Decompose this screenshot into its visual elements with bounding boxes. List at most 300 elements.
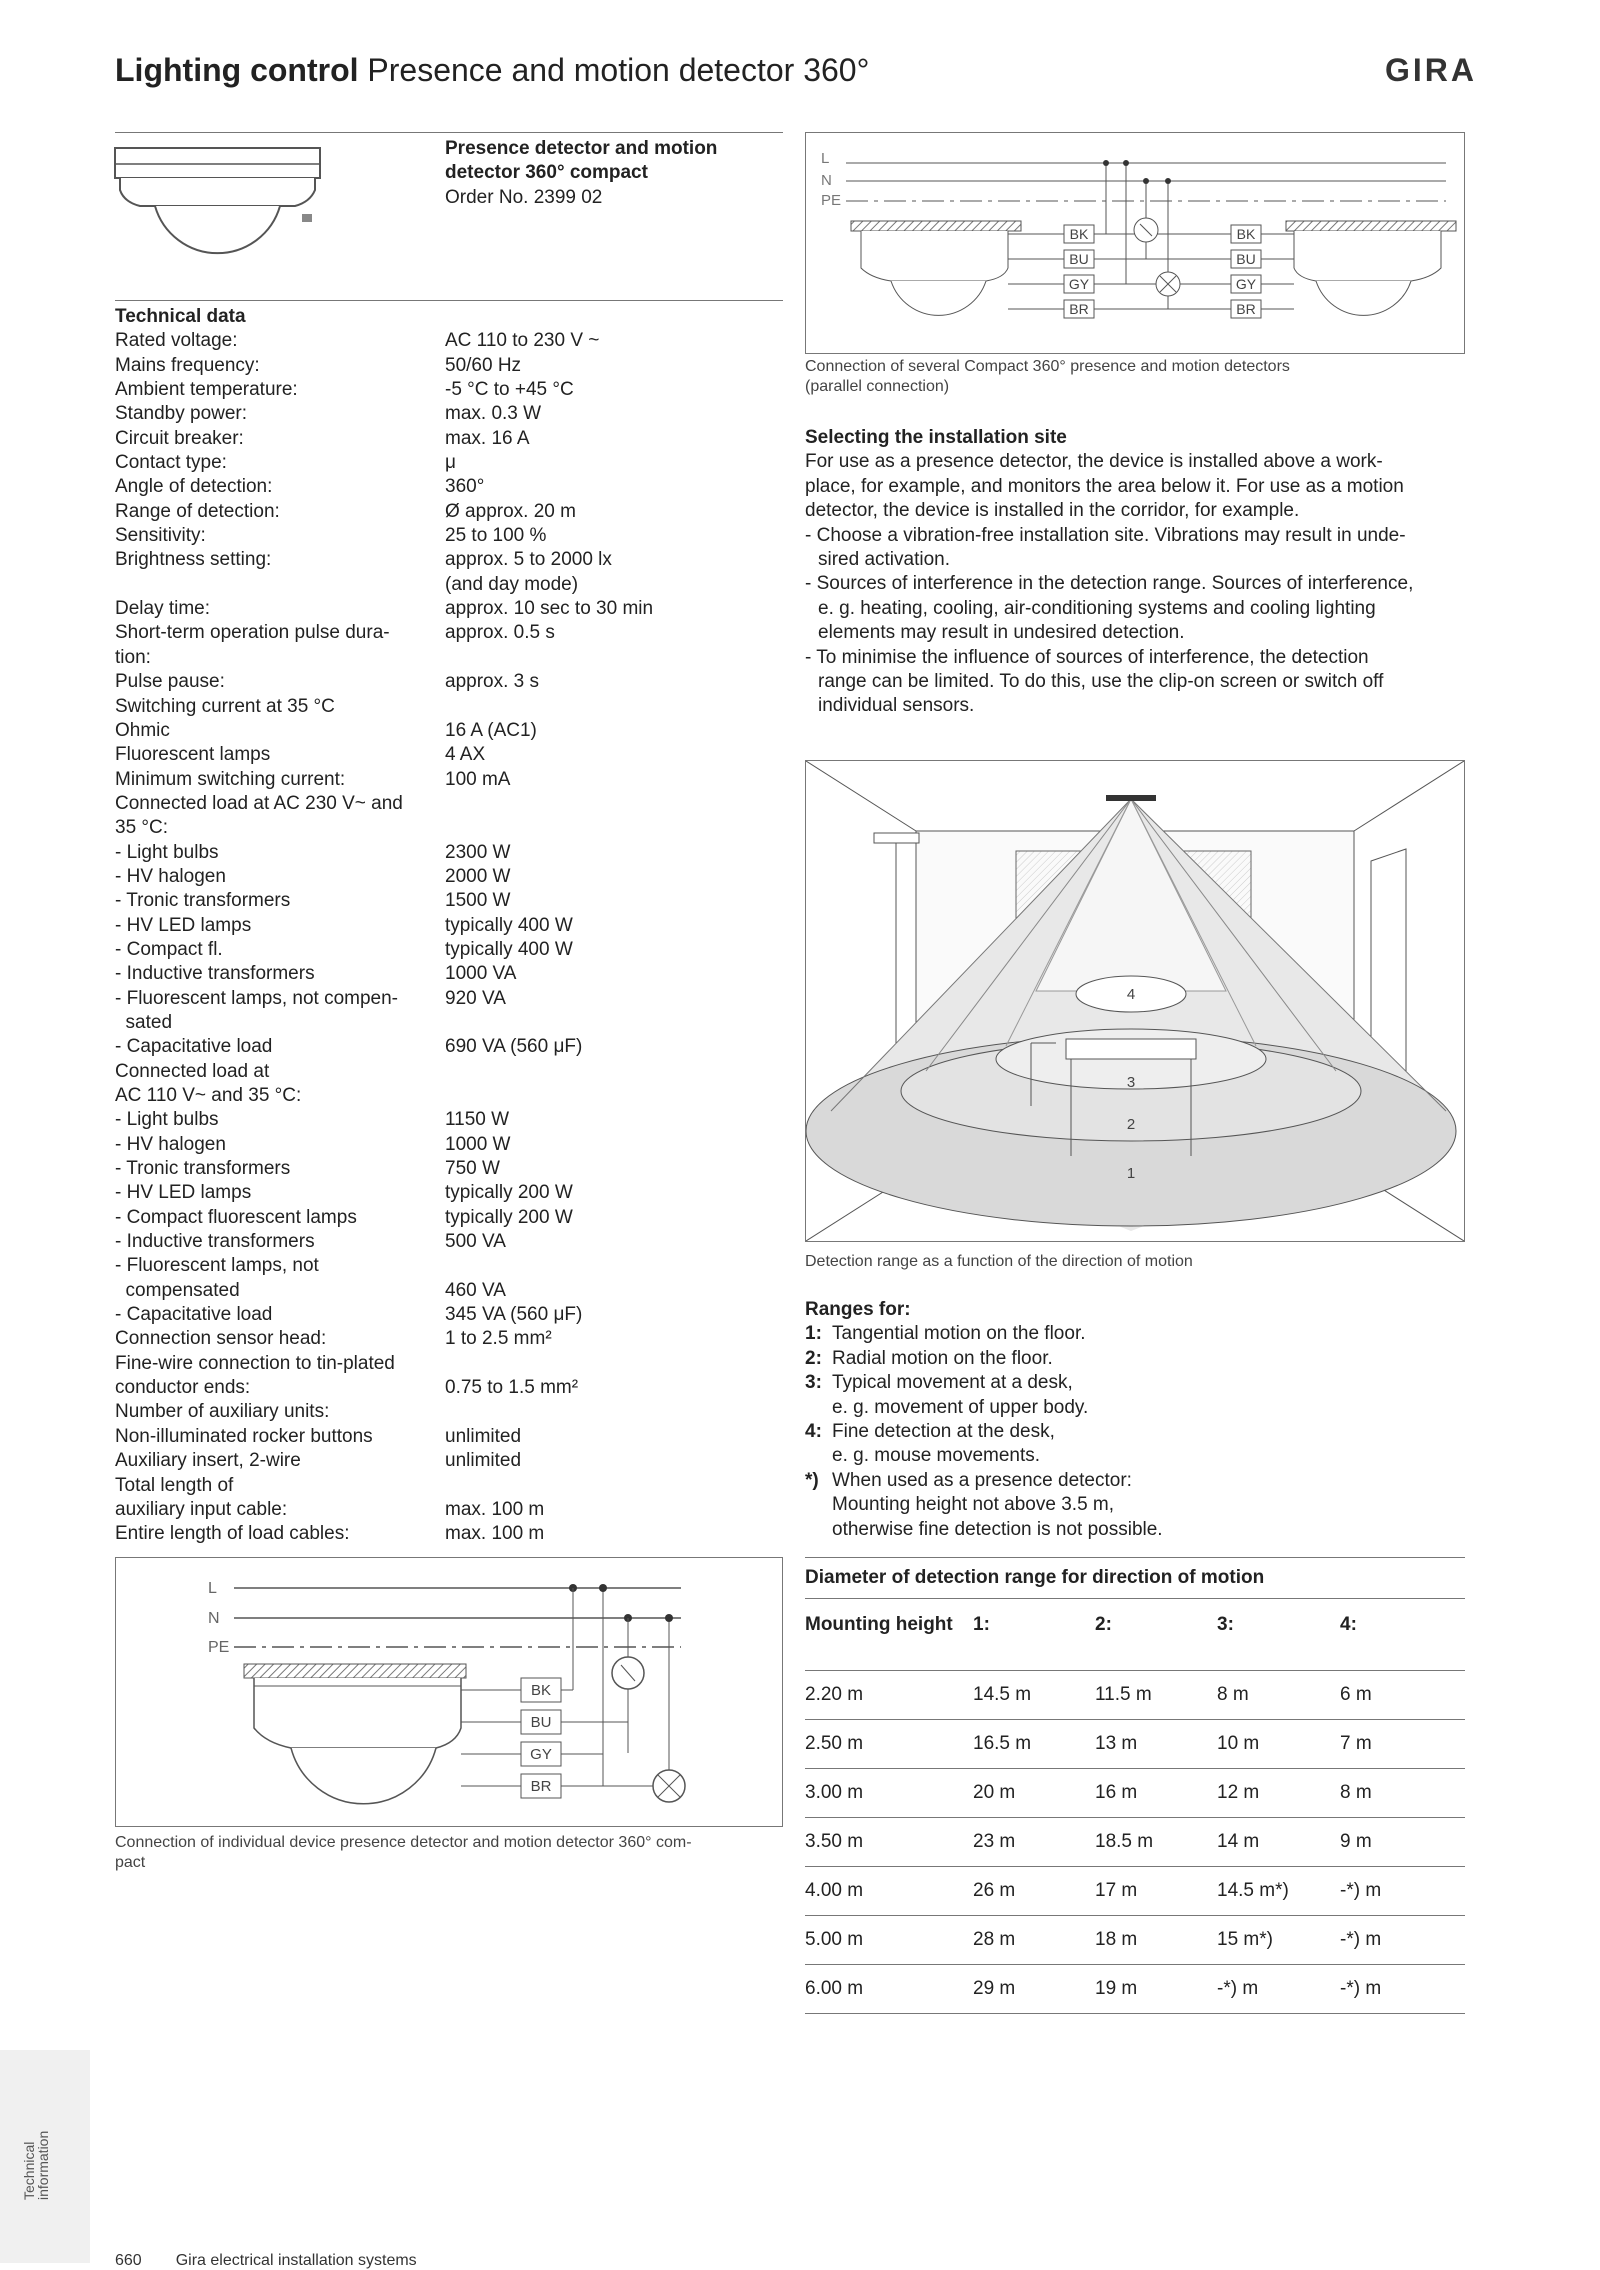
spec-key: Connected load at xyxy=(115,1060,270,1082)
svg-text:BR: BR xyxy=(530,1778,552,1795)
spec-value: approx. 3 s xyxy=(445,671,539,693)
spec-value: 4 AX xyxy=(445,744,486,766)
parallel-caption-line2: (parallel connection) xyxy=(805,378,950,395)
detection-range-box xyxy=(805,760,1465,1242)
spec-key: - Inductive transformers xyxy=(115,963,315,985)
spec-key: Mains frequency: xyxy=(115,354,260,376)
table-cell: 19 m xyxy=(1095,1978,1138,1999)
spec-row xyxy=(115,451,735,475)
spec-row xyxy=(115,1011,735,1035)
spec-row xyxy=(115,889,735,913)
table-cell: 6.00 m xyxy=(805,1978,864,1999)
spec-value: 690 VA (560 μF) xyxy=(445,1036,583,1058)
range-number: *) xyxy=(805,1469,819,1491)
table-header-cell: 4: xyxy=(1340,1614,1357,1635)
title-rest: Presence and motion detector 360° xyxy=(358,52,870,88)
site-line: detector, the device is installed in the corridor, for example. xyxy=(805,500,1300,522)
spec-key: Rated voltage: xyxy=(115,330,238,352)
table-row xyxy=(805,1769,1465,1818)
spec-key: 35 °C: xyxy=(115,817,169,839)
table-cell: 2.20 m xyxy=(805,1684,864,1705)
table-row xyxy=(805,1867,1465,1916)
spec-key: Ambient temperature: xyxy=(115,379,298,401)
range-line: Typical movement at a desk, xyxy=(832,1372,1073,1394)
range-item xyxy=(805,1469,1485,1542)
table-cell: 6 m xyxy=(1340,1684,1372,1705)
spec-row xyxy=(115,1400,735,1424)
table-header-cell: 2: xyxy=(1095,1614,1112,1635)
spec-key: Pulse pause: xyxy=(115,671,225,693)
order-number: Order No. 2399 02 xyxy=(445,187,603,208)
spec-key: - Tronic transformers xyxy=(115,1158,291,1180)
spec-key: Connected load at AC 230 V~ and xyxy=(115,792,403,814)
range-item xyxy=(805,1420,1485,1469)
table-header-row xyxy=(805,1599,1465,1671)
spec-row xyxy=(115,1303,735,1327)
spec-row xyxy=(115,621,735,645)
spec-row xyxy=(115,1522,735,1546)
spec-row xyxy=(115,768,735,792)
table-cell: 14.5 m xyxy=(973,1684,1032,1705)
table-cell: 15 m*) xyxy=(1217,1929,1273,1950)
svg-text:BK: BK xyxy=(530,1682,552,1699)
spec-row xyxy=(115,1449,735,1473)
table-cell: 12 m xyxy=(1217,1782,1260,1803)
spec-key: - Compact fluorescent lamps xyxy=(115,1206,357,1228)
table-cell: -*) m xyxy=(1217,1978,1259,1999)
spec-value: 25 to 100 % xyxy=(445,525,547,547)
svg-text:BK: BK xyxy=(1069,226,1089,242)
sidebar-label xyxy=(22,2131,50,2200)
spec-value: AC 110 to 230 V ~ xyxy=(445,330,600,352)
spec-key: Brightness setting: xyxy=(115,549,272,571)
spec-key: Delay time: xyxy=(115,598,211,620)
spec-key: Sensitivity: xyxy=(115,525,206,547)
spec-row xyxy=(115,1327,735,1351)
sidebar-label-line2: information xyxy=(35,2130,51,2200)
spec-key: - HV LED lamps xyxy=(115,914,252,936)
svg-text:BU: BU xyxy=(530,1714,552,1731)
spec-key: Range of detection: xyxy=(115,500,280,522)
table-cell: -*) m xyxy=(1340,1978,1382,1999)
spec-value: typically 200 W xyxy=(445,1182,573,1204)
spec-row xyxy=(115,1206,735,1230)
site-heading: Selecting the installation site xyxy=(805,427,1067,448)
range-number: 1: xyxy=(805,1323,822,1345)
spec-key: compensated xyxy=(115,1279,240,1301)
table-row xyxy=(805,1965,1465,2014)
svg-text:BU: BU xyxy=(1236,251,1256,267)
spec-row xyxy=(115,743,735,767)
site-bullet xyxy=(805,646,1475,719)
table-cell: 17 m xyxy=(1095,1880,1138,1901)
spec-key: Angle of detection: xyxy=(115,476,273,498)
spec-value: 2300 W xyxy=(445,841,511,863)
spec-row xyxy=(115,914,735,938)
table-row xyxy=(805,1916,1465,1965)
table-title: Diameter of detection range for direction of motion xyxy=(805,1557,1465,1599)
site-line: place, for example, and monitors the area below it. For use as a motion xyxy=(805,475,1404,497)
svg-text:BR: BR xyxy=(1236,301,1256,317)
spec-row xyxy=(115,548,735,572)
spec-key: Technical data xyxy=(115,306,246,327)
product-name-line1: Presence detector and motion xyxy=(445,138,718,159)
range-text xyxy=(832,1371,1088,1420)
spec-key: Connection sensor head: xyxy=(115,1328,327,1350)
parallel-wiring-diagram xyxy=(806,133,1464,353)
spec-value: approx. 10 sec to 30 min xyxy=(445,598,654,620)
range-line: Mounting height not above 3.5 m, xyxy=(832,1494,1115,1516)
spec-value xyxy=(445,1084,735,1108)
site-bullet-line: - Sources of interference in the detection range. Sources of interference, xyxy=(805,573,1414,595)
spec-value: 920 VA xyxy=(445,987,506,1009)
individual-wiring-diagram xyxy=(116,1558,782,1826)
individual-caption-line2: pact xyxy=(115,1854,146,1871)
table-cell: 8 m xyxy=(1340,1782,1372,1803)
spec-value: unlimited xyxy=(445,1425,522,1447)
spec-key: - Capacitative load xyxy=(115,1304,273,1326)
spec-row xyxy=(115,695,735,719)
spec-row xyxy=(115,378,735,402)
spec-value xyxy=(445,305,735,329)
detection-range-diagram xyxy=(806,761,1464,1241)
spec-row xyxy=(115,402,735,426)
site-bullet-line: range can be limited. To do this, use the clip-on screen or switch off xyxy=(818,671,1384,693)
ranges-section xyxy=(805,1298,1485,1542)
spec-row xyxy=(115,1474,735,1498)
spec-row xyxy=(115,1230,735,1254)
zone-3: 3 xyxy=(1126,1074,1136,1091)
table-cell: 16.5 m xyxy=(973,1733,1032,1754)
table-cell: 4.00 m xyxy=(805,1880,864,1901)
spec-row xyxy=(115,427,735,451)
table-cell: 18 m xyxy=(1095,1929,1138,1950)
spec-value: 2000 W xyxy=(445,865,511,887)
spec-row xyxy=(115,1254,735,1278)
spec-value xyxy=(445,1474,735,1498)
table-cell: 3.00 m xyxy=(805,1782,864,1803)
parallel-terminals-left xyxy=(1064,225,1094,318)
spec-top-rule xyxy=(115,300,783,301)
parallel-caption xyxy=(805,357,1290,397)
spec-row xyxy=(115,500,735,524)
svg-text:GY: GY xyxy=(530,1746,552,1763)
product-name xyxy=(445,137,717,186)
table-header-cell: Mounting height xyxy=(805,1614,953,1635)
spec-value: max. 100 m xyxy=(445,1498,545,1520)
spec-row xyxy=(115,962,735,986)
table-cell: 23 m xyxy=(973,1831,1016,1852)
zone-1: 1 xyxy=(1126,1165,1136,1182)
spec-value xyxy=(445,1060,735,1084)
table-header-cell: 3: xyxy=(1217,1614,1234,1635)
range-item xyxy=(805,1347,1485,1371)
spec-value: unlimited xyxy=(445,1450,522,1472)
spec-value: 360° xyxy=(445,476,485,498)
spec-key: Circuit breaker: xyxy=(115,427,244,449)
spec-row xyxy=(115,1084,735,1108)
spec-value: 1500 W xyxy=(445,890,511,912)
spec-value xyxy=(445,1011,735,1035)
range-text xyxy=(832,1469,1163,1542)
site-bullet xyxy=(805,524,1475,573)
spec-value xyxy=(445,816,735,840)
site-bullet-line: sired activation. xyxy=(818,549,951,571)
spec-value: μ xyxy=(445,452,456,474)
spec-key: Standby power: xyxy=(115,403,248,425)
spec-row xyxy=(115,938,735,962)
table-row xyxy=(805,1671,1465,1720)
spec-key: - Fluorescent lamps, not xyxy=(115,1255,319,1277)
table-cell: 14.5 m*) xyxy=(1217,1880,1289,1901)
spec-row xyxy=(115,816,735,840)
table-cell: 26 m xyxy=(973,1880,1016,1901)
spec-row xyxy=(115,305,735,329)
svg-text:GY: GY xyxy=(1068,276,1090,292)
product-top-rule xyxy=(115,132,783,133)
range-number: 4: xyxy=(805,1421,822,1443)
spec-list xyxy=(115,305,735,1547)
site-bullet-line: e. g. heating, cooling, air-conditioning systems and cooling lighting xyxy=(818,597,1376,619)
spec-key: - Inductive transformers xyxy=(115,1231,315,1253)
spec-row xyxy=(115,597,735,621)
spec-row xyxy=(115,1035,735,1059)
spec-key: - Fluorescent lamps, not compen- xyxy=(115,987,399,1009)
brand-logo: GIRA xyxy=(1385,52,1477,88)
site-bullet xyxy=(805,572,1475,645)
footer-text: Gira electrical installation systems xyxy=(175,2252,417,2269)
detection-caption: Detection range as a function of the direction of motion xyxy=(805,1253,1193,1270)
range-line: Tangential motion on the floor. xyxy=(832,1323,1086,1345)
spec-value: -5 °C to +45 °C xyxy=(445,379,574,401)
spec-value: approx. 5 to 2000 lx xyxy=(445,549,612,571)
table-cell: 13 m xyxy=(1095,1733,1138,1754)
spec-key: Fine-wire connection to tin-plated xyxy=(115,1352,395,1374)
spec-key: - HV halogen xyxy=(115,1133,226,1155)
spec-row xyxy=(115,1060,735,1084)
site-bullet-line: - To minimise the influence of sources of interference, the detection xyxy=(805,646,1369,668)
detector-drawing xyxy=(110,140,330,290)
spec-key: Fluorescent lamps xyxy=(115,744,271,766)
spec-value xyxy=(445,695,735,719)
wire-label-n: N xyxy=(208,1610,220,1627)
table-cell: 16 m xyxy=(1095,1782,1138,1803)
spec-value: max. 0.3 W xyxy=(445,403,542,425)
spec-row xyxy=(115,719,735,743)
table-cell: 3.50 m xyxy=(805,1831,864,1852)
range-line: e. g. movement of upper body. xyxy=(832,1396,1089,1418)
zone-4: 4 xyxy=(1126,986,1136,1003)
spec-value: 0.75 to 1.5 mm² xyxy=(445,1377,579,1399)
spec-value: 345 VA (560 μF) xyxy=(445,1304,583,1326)
spec-key: Switching current at 35 °C xyxy=(115,695,335,717)
spec-value: (and day mode) xyxy=(445,573,579,595)
spec-row xyxy=(115,1108,735,1132)
spec-value: approx. 0.5 s xyxy=(445,622,555,644)
spec-row xyxy=(115,1498,735,1522)
spec-value: 750 W xyxy=(445,1158,500,1180)
spec-row xyxy=(115,1279,735,1303)
spec-row xyxy=(115,670,735,694)
range-line: e. g. mouse movements. xyxy=(832,1445,1041,1467)
spec-row xyxy=(115,354,735,378)
individual-caption-line1: Connection of individual device presence detector and motion detector 360° com- xyxy=(115,1834,692,1851)
wire-label-pe: PE xyxy=(208,1639,230,1656)
table-cell: 7 m xyxy=(1340,1733,1372,1754)
spec-row xyxy=(115,987,735,1011)
table-cell: -*) m xyxy=(1340,1880,1382,1901)
table-cell: 28 m xyxy=(973,1929,1016,1950)
spec-key: sated xyxy=(115,1011,173,1033)
parallel-caption-line1: Connection of several Compact 360° presence and motion detectors xyxy=(805,358,1290,375)
svg-text:GY: GY xyxy=(1235,276,1257,292)
footer xyxy=(115,2252,417,2270)
spec-value xyxy=(445,646,735,670)
table-cell: 2.50 m xyxy=(805,1733,864,1754)
page-title xyxy=(115,52,869,89)
parallel-wiring-box xyxy=(805,132,1465,354)
table-row xyxy=(805,1818,1465,1867)
spec-row xyxy=(115,329,735,353)
svg-text:BK: BK xyxy=(1236,226,1256,242)
range-line: Fine detection at the desk, xyxy=(832,1421,1055,1443)
spec-value: 1000 VA xyxy=(445,963,517,985)
table-cell: 14 m xyxy=(1217,1831,1260,1852)
spec-key xyxy=(115,573,445,597)
table-cell: 10 m xyxy=(1217,1733,1260,1754)
spec-key: Non-illuminated rocker buttons xyxy=(115,1425,373,1447)
product-name-line2: detector 360° compact xyxy=(445,162,648,184)
spec-key: - HV LED lamps xyxy=(115,1182,252,1204)
svg-text:BU: BU xyxy=(1069,251,1089,267)
spec-row xyxy=(115,1181,735,1205)
table-cell: 9 m xyxy=(1340,1831,1372,1852)
spec-value: max. 100 m xyxy=(445,1523,545,1545)
parallel-label-n: N xyxy=(821,172,832,189)
spec-row xyxy=(115,524,735,548)
spec-row xyxy=(115,646,735,670)
title-bold: Lighting control xyxy=(115,52,359,88)
spec-row xyxy=(115,573,735,597)
spec-key: Ohmic xyxy=(115,719,170,741)
range-item xyxy=(805,1322,1485,1346)
spec-value: Ø approx. 20 m xyxy=(445,500,576,522)
spec-value: typically 400 W xyxy=(445,938,573,960)
parallel-label-l: L xyxy=(821,150,830,167)
site-bullet-line: elements may result in undesired detection. xyxy=(818,622,1185,644)
spec-value: typically 400 W xyxy=(445,914,573,936)
spec-value: typically 200 W xyxy=(445,1206,573,1228)
parallel-terminals-right xyxy=(1231,225,1261,318)
table-header-cell: 1: xyxy=(973,1614,990,1635)
spec-row xyxy=(115,841,735,865)
spec-key: Number of auxiliary units: xyxy=(115,1401,330,1423)
spec-key: - Compact fl. xyxy=(115,938,223,960)
table-cell: -*) m xyxy=(1340,1929,1382,1950)
range-text xyxy=(832,1347,1053,1371)
wire-label-l: L xyxy=(208,1580,217,1597)
svg-text:BR: BR xyxy=(1069,301,1089,317)
spec-value: max. 16 A xyxy=(445,427,530,449)
range-line: Radial motion on the floor. xyxy=(832,1347,1053,1369)
range-text xyxy=(832,1420,1055,1469)
spec-key: conductor ends: xyxy=(115,1377,251,1399)
spec-key: Contact type: xyxy=(115,452,227,474)
spec-key: - Capacitative load xyxy=(115,1036,273,1058)
spec-row xyxy=(115,865,735,889)
spec-value: 1 to 2.5 mm² xyxy=(445,1328,552,1350)
range-line: otherwise fine detection is not possible. xyxy=(832,1518,1163,1540)
table-row xyxy=(805,1720,1465,1769)
spec-key: AC 110 V~ and 35 °C: xyxy=(115,1085,302,1106)
site-bullet-line: individual sensors. xyxy=(818,695,975,717)
spec-key: tion: xyxy=(115,646,151,668)
range-number: 2: xyxy=(805,1347,822,1369)
spec-row xyxy=(115,1376,735,1400)
spec-value xyxy=(445,1352,735,1376)
table-cell: 20 m xyxy=(973,1782,1016,1803)
zone-2: 2 xyxy=(1126,1116,1136,1133)
spec-row xyxy=(115,1157,735,1181)
spec-key: - Tronic transformers xyxy=(115,890,291,912)
spec-value: 500 VA xyxy=(445,1231,506,1253)
spec-row xyxy=(115,1133,735,1157)
spec-key: Total length of xyxy=(115,1474,234,1496)
spec-value: 460 VA xyxy=(445,1279,506,1301)
spec-row xyxy=(115,1352,735,1376)
range-item xyxy=(805,1371,1485,1420)
spec-key: - Light bulbs xyxy=(115,1109,219,1131)
spec-key: auxiliary input cable: xyxy=(115,1498,288,1520)
table-cell: 5.00 m xyxy=(805,1929,864,1950)
spec-key: Minimum switching current: xyxy=(115,768,346,790)
spec-value: 50/60 Hz xyxy=(445,354,522,376)
spec-key: Entire length of load cables: xyxy=(115,1523,350,1545)
spec-value: 1150 W xyxy=(445,1109,510,1131)
spec-value: 1000 W xyxy=(445,1133,511,1155)
installation-site-section xyxy=(805,426,1475,719)
range-number: 3: xyxy=(805,1372,822,1394)
spec-key: Short-term operation pulse dura- xyxy=(115,622,390,644)
spec-value: 100 mA xyxy=(445,768,511,790)
spec-row xyxy=(115,475,735,499)
individual-caption xyxy=(115,1833,692,1873)
table-cell: 29 m xyxy=(973,1978,1016,1999)
spec-value xyxy=(445,1400,735,1424)
table-cell: 8 m xyxy=(1217,1684,1249,1705)
spec-row xyxy=(115,1425,735,1449)
spec-key: - Light bulbs xyxy=(115,841,219,863)
range-line: When used as a presence detector: xyxy=(832,1469,1132,1491)
spec-key: - HV halogen xyxy=(115,865,226,887)
page-number: 660 xyxy=(115,2252,142,2269)
individual-terminals xyxy=(521,1678,561,1798)
individual-wiring-box xyxy=(115,1557,783,1827)
spec-value xyxy=(445,792,735,816)
spec-value xyxy=(445,1254,735,1278)
table-cell: 11.5 m xyxy=(1095,1684,1152,1705)
site-bullet-line: - Choose a vibration-free installation site. Vibrations may result in unde- xyxy=(805,524,1406,546)
detection-table xyxy=(805,1557,1465,2014)
spec-row xyxy=(115,792,735,816)
parallel-label-pe: PE xyxy=(821,192,842,209)
site-line: For use as a presence detector, the device is installed above a work- xyxy=(805,451,1383,473)
sidebar-label-line1: Technical xyxy=(21,2141,37,2200)
table-cell: 18.5 m xyxy=(1095,1831,1154,1852)
range-text xyxy=(832,1322,1086,1346)
spec-key: Auxiliary insert, 2-wire xyxy=(115,1450,301,1472)
ranges-heading: Ranges for: xyxy=(805,1299,911,1320)
